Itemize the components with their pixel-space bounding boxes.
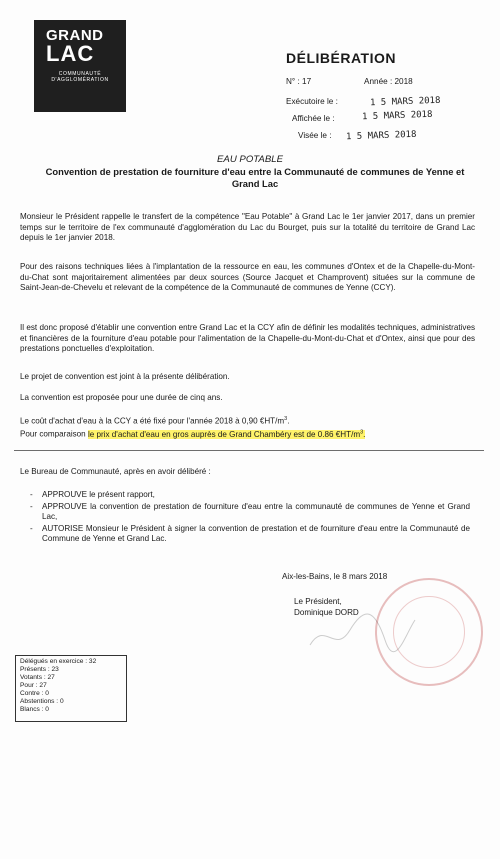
votes-for: Pour : 27 xyxy=(20,682,47,689)
votes-abstentions: Abstentions : 0 xyxy=(20,698,64,705)
handwritten-signature xyxy=(300,600,420,660)
deliberation-year: Année : 2018 xyxy=(364,77,413,86)
main-title: Convention de prestation de fourniture d'eau entre la Communauté de communes de Yenne et Grand Lac xyxy=(45,166,465,189)
votes-voters: Votants : 27 xyxy=(20,674,55,681)
votes-delegates: Délégués en exercice : 32 xyxy=(20,658,97,665)
paragraph-2: Pour des raisons techniques liées à l'implantation de la ressource en eau, les communes d'Ontex et de la Chapelle-du-Mont-du-Chat sont majoritairement alimentées par deux sources (Source Jacquet et Champrovent) situées sur la commune de Saint-Jean-de-Chevelu et relevant de la compétence de la Communauté de communes de Yenne (CCY). xyxy=(20,262,475,293)
decision-list xyxy=(30,490,470,546)
paragraph-3: Il est donc proposé d'établir une convention entre Grand Lac et la CCY afin de définir les modalités techniques, administratives et financières de la fourniture d'eau potable pour l'alimentation de la Chapelle-du-Mont-du-Chat et d'Ontex, ainsi que pour des prestations ponctuelles d'exploitation. xyxy=(20,323,475,354)
votes-against: Contre : 0 xyxy=(20,690,49,697)
visee-stamp: 1 5 MARS 2018 xyxy=(345,129,417,143)
paragraph-4: Le projet de convention est joint à la présente délibération. xyxy=(20,372,230,381)
executoire-label: Exécutoire le : xyxy=(286,97,338,106)
cost-line: Le coût d'achat d'eau à la CCY a été fixé pour l'année 2018 à 0,90 €HT/m xyxy=(20,416,285,426)
comparison-exponent: 3 xyxy=(360,429,364,436)
comparison-text: le prix d'achat d'eau en gros auprès de Grand Chambéry est de 0.86 €HT/m xyxy=(87,429,361,439)
logo-line-2: LAC xyxy=(46,41,95,66)
paragraph-5: La convention est proposée pour une durée de cinq ans. xyxy=(20,393,223,402)
votes-blank: Blancs : 0 xyxy=(20,706,49,713)
signatory-title: Le Président, xyxy=(294,597,342,606)
cost-line-end: . xyxy=(287,416,290,426)
logo-line-1: GRAND xyxy=(46,27,104,44)
list-dash: - xyxy=(30,523,33,533)
bureau-intro: Le Bureau de Communauté, après en avoir délibéré : xyxy=(20,467,211,476)
decision-item xyxy=(30,524,470,545)
comparison-start: Pour comparaison xyxy=(20,429,88,439)
paragraph-1: Monsieur le Président rappelle le transfert de la compétence "Eau Potable" à Grand Lac le 1er janvier 2017, dans un premier temps sur le territoire de l'ex communauté d'agglomération du Lac du Bourget, puis sur la totalité du territoire de Grand Lac depuis le 1er janvier 2018. xyxy=(20,212,475,243)
highlighted-comparison xyxy=(88,430,365,439)
comparison-end: . xyxy=(363,429,366,439)
decision-text: AUTORISE Monsieur le Président à signer la convention de prestation et de fourniture d'eau entre la Communauté de Commune de Yenne et Grand Lac. xyxy=(42,523,470,544)
list-dash: - xyxy=(30,490,33,499)
signatory-name: Dominique DORD xyxy=(294,608,359,617)
cost-line-exponent: 3 xyxy=(284,416,288,422)
paragraph-6 xyxy=(20,414,475,441)
document-type: DÉLIBÉRATION xyxy=(286,50,396,66)
section-divider xyxy=(14,450,484,451)
deliberation-number: N° : 17 xyxy=(286,77,312,86)
decision-text: APPROUVE la convention de prestation de fourniture d'eau entre la communauté de communes de Yenne et Grand Lac, xyxy=(42,501,470,522)
place-date: Aix-les-Bains, le 8 mars 2018 xyxy=(282,572,388,581)
decision-item xyxy=(30,502,470,523)
votes-present: Présents : 23 xyxy=(20,666,59,673)
section-title: EAU POTABLE xyxy=(217,154,283,165)
decision-text: APPROUVE le présent rapport, xyxy=(42,490,155,499)
affichee-label: Affichée le : xyxy=(292,114,335,123)
logo-line-3: COMMUNAUTÉ D'AGGLOMÉRATION xyxy=(51,71,109,83)
executoire-stamp: 1 5 MARS 2018 xyxy=(369,95,441,109)
votes-box xyxy=(15,655,127,722)
decision-item xyxy=(30,490,470,501)
visee-label: Visée le : xyxy=(298,131,332,140)
list-dash: - xyxy=(30,501,33,511)
grand-lac-logo xyxy=(34,20,126,112)
affichee-stamp: 1 5 MARS 2018 xyxy=(361,109,433,123)
